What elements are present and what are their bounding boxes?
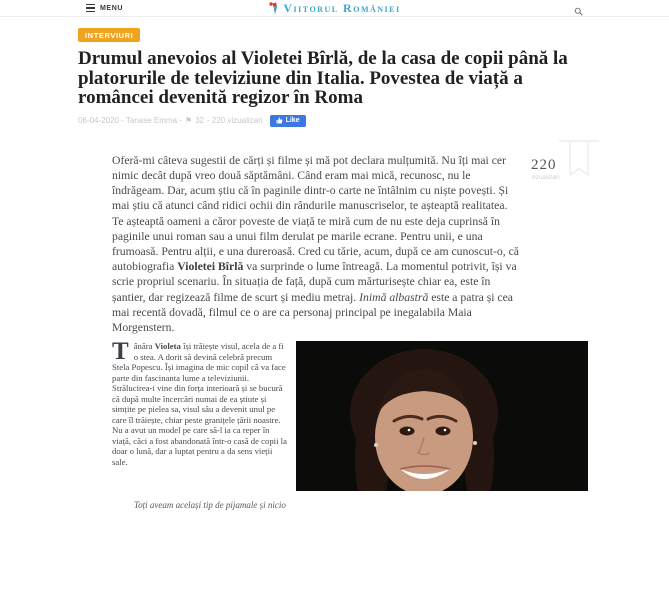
menu-label: MENU [100, 4, 124, 12]
category-badge[interactable]: INTERVIURI [78, 28, 140, 42]
top-bar [0, 0, 669, 17]
film-title-italic: Inimă albastră [359, 290, 429, 304]
article-meta [78, 115, 602, 127]
magnifier-icon [574, 7, 583, 16]
person-name-bold: Violetei Bîrlă [177, 260, 244, 274]
site-name: Viitorul României [283, 1, 401, 15]
like-label: Like [285, 117, 300, 125]
thumbs-up-icon [276, 117, 283, 124]
woman-portrait [296, 341, 588, 491]
drop-cap: T [112, 338, 129, 366]
intro-text-tail: este a patra și cea mai recentă dovadă, filmul ce o are ca personaj principal pe inegalabila Maia Morgenstern. [112, 290, 513, 334]
article-body-row [78, 338, 602, 491]
meta-views: - 220 vizualizari [206, 116, 263, 126]
intro-paragraph [112, 153, 520, 335]
views-count: 220 [531, 156, 557, 173]
pencil-icon [268, 2, 279, 15]
intro-text: Oferă-mi câteva sugestii de cărți și filme și mă pot declara mulțumită. Nu îți mai cer nimic decât după vreo două săptămâni. Când eram mai mică, recunosc, nu le îndrăgeam. Dar, acum știu că în paginile dintr-o carte ne întâlnim cu niște povești. Și mai știu că atunci când ridici ochii din rândurile manuscriselor, te așteaptă realitatea. Te așteaptă oameni a căror poveste de viață te miră cum de nu este deja cuprinsă în paginile unui roman sau a unui film derulat pe marile ecrane. Pentru unii, e una frumoasă. Pentru alții, e una dureroasă. Cred cu tărie, acum, după ce am cunoscut-o, că autobiografia [112, 153, 519, 274]
body-text-lead: ânăra [133, 341, 155, 352]
article-intro-row [78, 153, 602, 335]
facebook-like-button[interactable] [270, 115, 306, 127]
meta-comments-count: 32 [195, 116, 204, 126]
intro-text-mid: va surprinde o lume întreagă. La momentul potrivit, își va scrie propriul scenariu. În situația de față, după cum mărturisește chiar ea, este în șantier, dar regizează filme de scurt și mediu metraj. [112, 260, 517, 304]
search-button[interactable] [574, 4, 583, 19]
body-text-tail: își trăiește visul, acela de a fi o stea. A dorit să devină celebră precum Stela Popescu. Își imagina de mic copil că va face parte din fascinanta lume a televiziunii. Strălucirea-i vine din forța interioară și se bucură că după multe încercări numai de ea știute și simțite pe pielea sa, visul său a devenit unul pe care îl trăiește, chiar peste granițele țării noastre. Nu a avut un model pe care să-l ia ca reper în viață, căci a fost abandonată într-o casă de copii la doar o lună, dar a luptat pentru a da sens vieții sale. [112, 341, 287, 467]
views-label: vizualizari [531, 173, 560, 181]
article-photo [296, 341, 588, 491]
article-title: Drumul anevoios al Violetei Bîrlă, de la casa de copii până la platorurile de televiziune din Italia. Povestea de viață a româncei devenită regizor în Roma [78, 48, 568, 109]
site-logo[interactable] [0, 1, 669, 16]
body-paragraph [112, 338, 296, 491]
person-name-bold: Violeta [154, 341, 181, 352]
bookmark-ribbon-icon [559, 140, 599, 185]
article-page [78, 17, 602, 511]
meta-date-author: 06-04-2020 - Tanase Emma - [78, 116, 182, 126]
pull-quote: Toți aveam același tip de pijamale și nicio [134, 500, 286, 511]
views-widget [523, 153, 601, 335]
flag-icon: ⚑ [184, 116, 193, 126]
